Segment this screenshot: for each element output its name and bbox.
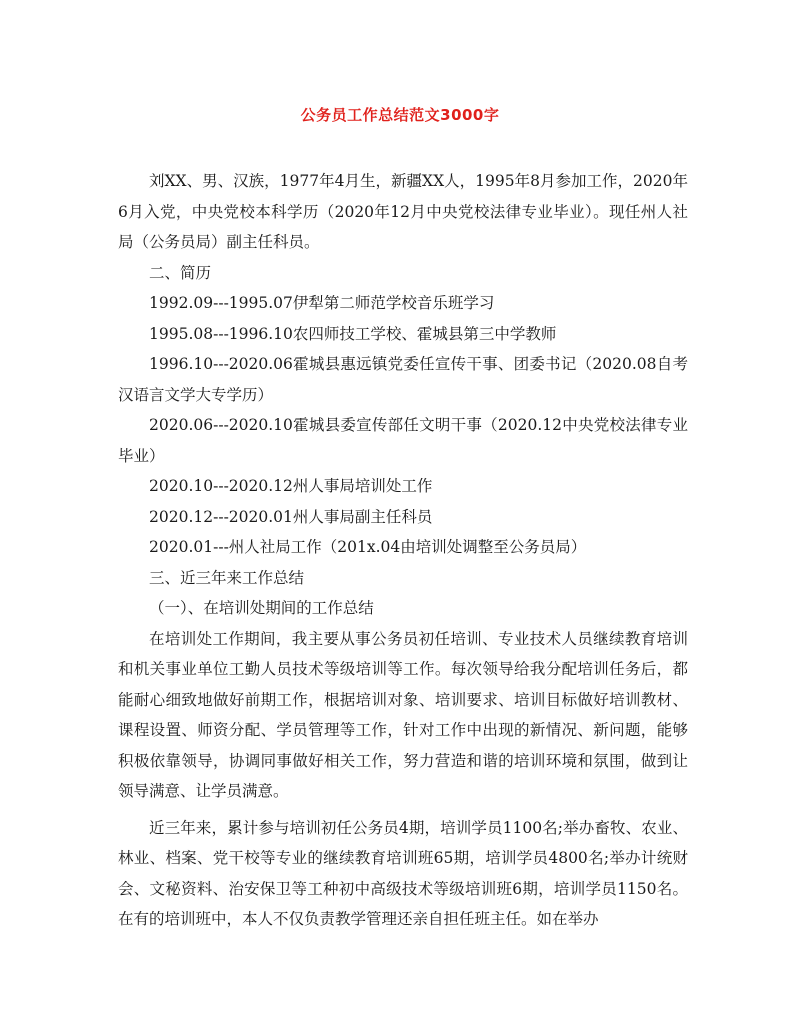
document-body <box>118 166 688 935</box>
paragraph-subheading-training: （一）、在培训处期间的工作总结 <box>149 599 374 617</box>
paragraph-training-stats: 近三年来，累计参与培训初任公务员4期，培训学员1100名;举办畜牧、农业、林业、档案、党干校等专业的继续教育培训班65期，培训学员4800名;举办计统财会、文秘资料、治安保卫等工种初中高级技术等级培训班6期，培训学员1150名。在有的培训班中，本人不仅负责教学管理还亲自担任班主任。如在举办 <box>118 818 688 928</box>
document-title: 公务员工作总结范文3000字 <box>300 106 500 124</box>
paragraph-heading-resume: 二、简历 <box>149 263 212 282</box>
paragraph-resume-1: 1992.09---1995.07伊犁第二师范学校音乐班学习 <box>149 294 495 312</box>
paragraph-heading-summary: 三、近三年来工作总结 <box>149 568 305 587</box>
paragraph-training-work: 在培训处工作期间，我主要从事公务员初任培训、专业技术人员继续教育培训和机关事业单位工勤人员技术等级培训等工作。每次领导给我分配培训任务后，都能耐心细致地做好前期工作，根据培训对象、培训要求、培训目标做好培训教材、课程设置、师资分配、学员管理等工作，针对工作中出现的新情况、新问题，能够积极依靠领导，协调同事做好相关工作，努力营造和谐的培训环境和氛围，做到让领导满意、让学员满意。 <box>118 629 688 800</box>
paragraph-resume-7: 2020.01---州人社局工作（201x.04由培训处调整至公务员局） <box>149 538 587 556</box>
paragraph-resume-4: 2020.06---2020.10霍城县委宣传部任文明干事（2020.12中央党校法律专业毕业） <box>118 416 688 465</box>
paragraph-intro: 刘XX、男、汉族，1977年4月生，新疆XX人，1995年8月参加工作，2020年6月入党，中央党校本科学历（2020年12月中央党校法律专业毕业）。现任州人社局（公务员局）副主任科员。 <box>118 172 688 251</box>
paragraph-resume-2: 1995.08---1996.10农四师技工学校、霍城县第三中学教师 <box>149 324 557 343</box>
paragraph-resume-3: 1996.10---2020.06霍城县惠远镇党委任宣传干事、团委书记（2020.08自考汉语言文学大专学历） <box>118 355 688 404</box>
paragraph-resume-5: 2020.10---2020.12州人事局培训处工作 <box>149 477 433 495</box>
paragraph-resume-6: 2020.12---2020.01州人事局副主任科员 <box>149 507 433 526</box>
